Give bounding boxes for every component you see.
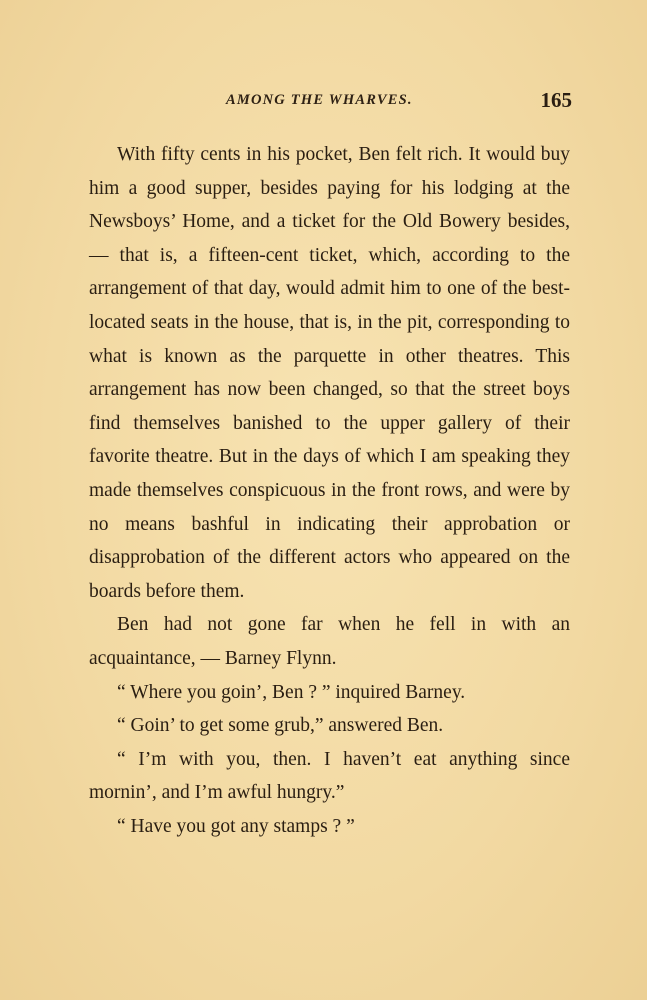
dialogue-line: “ I’m with you, then. I haven’t eat anything since mornin’, and I’m awful hungry.” [89,748,570,804]
dialogue-line: “ Have you got any stamps ? ” [117,815,355,837]
paragraph: With fifty cents in his pocket, Ben felt rich. It would buy him a good supper, besides paying for his lodging at the Newsboys’ Home, and a ticket for the Old Bowery besides, — that is, a fifteen-cent ticket, which, according to the arrangement of that day, would admit him to one of the best-located seats in the house, that is, in the pit, corresponding to what is known as the parquette in other theatres. This arrangement has now been changed, so that the street boys find themselves banished to the upper gallery of their favorite theatre. But in the days of which I am speaking they made themselves conspicuous in the front rows, and were by no means bashful in indicating their approbation or disapprobation of the different actors who appeared on the boards before them. [89,144,570,602]
paragraph: Ben had not gone far when he fell in with an acquaintance, — Barney Flynn. [89,614,570,669]
dialogue-line: “ Goin’ to get some grub,” answered Ben. [117,715,444,737]
dialogue-line: “ Where you goin’, Ben ? ” inquired Barney. [117,681,466,703]
running-title: AMONG THE WHARVES. [226,92,413,108]
running-header [88,88,572,116]
body-text [89,138,570,843]
page-number: 165 [540,88,572,112]
